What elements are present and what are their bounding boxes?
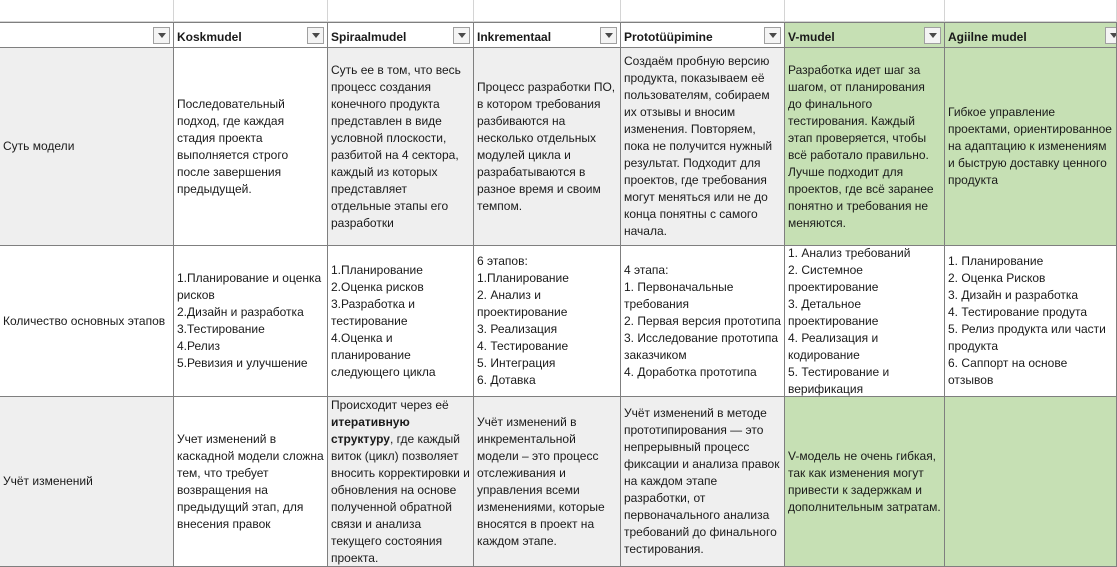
cell-text: 6 этапов: 1.Планирование 2. Анализ и проектирование 3. Реализация 4. Тестирование 5. Интеграция 6. Дотавка: [477, 254, 569, 387]
top-strip-cell[interactable]: [474, 0, 621, 22]
row-label-stages[interactable]: [0, 246, 174, 397]
cell-text: Происходит через её итеративную структуру, где каждый виток (цикл) позволяет вносить корректировки и обновления на основе полученной обратной связи и анализа текущего состояния проекта.: [331, 398, 470, 565]
spreadsheet-grid: [0, 22, 1117, 565]
cell-text: Учёт изменений в методе прототипирования — это непрерывный процесс фиксации и анализа правок на каждом этапе разработки, от первоначального анализа требований до финального тестирования.: [624, 406, 780, 556]
row-label-text: Учёт изменений: [3, 474, 93, 488]
header-label: Koskmudel: [177, 30, 242, 44]
table-cell[interactable]: [785, 48, 945, 246]
table-cell[interactable]: [785, 397, 945, 567]
cell-text: Процесс разработки ПО, в котором требования разбиваются на несколько отдельных модулей цикла и разрабатываются в разное время и своим темпом.: [477, 79, 616, 213]
table-cell[interactable]: [328, 48, 474, 246]
table-cell[interactable]: [945, 48, 1117, 246]
table-cell[interactable]: [328, 246, 474, 397]
cell-text: 1.Планирование 2.Оценка рисков 3.Разработка и тестирование 4.Оценка и планирование следующего цикла: [331, 262, 436, 379]
header-label: Inkrementaal: [477, 30, 552, 44]
row-label-text: Суть модели: [3, 139, 75, 153]
header-label: Prototüüpimine: [624, 30, 713, 44]
table-cell[interactable]: [474, 246, 621, 397]
filter-dropdown-icon[interactable]: [600, 27, 617, 44]
top-strip-cell[interactable]: [328, 0, 474, 22]
table-cell[interactable]: [621, 48, 785, 246]
cell-text: Последовательный подход, где каждая стадия проекта выполняется строго после завершения предыдущей.: [177, 96, 289, 196]
top-row-strip: [0, 0, 1117, 22]
table-cell[interactable]: [328, 397, 474, 567]
bold-text: итеративную структуру: [331, 415, 410, 446]
cell-text: Суть ее в том, что весь процесс создания конечного продукта представлен в виде условной плоскости, разбитой на 4 сектора, каждый из которых представляет отдельные этапы его разработки: [331, 62, 461, 230]
table-cell[interactable]: [785, 246, 945, 397]
top-strip-cell[interactable]: [174, 0, 328, 22]
header-label: Spiraalmudel: [331, 30, 407, 44]
top-strip-cell[interactable]: [0, 0, 174, 22]
cell-text: 1. Планирование 2. Оценка Рисков 3. Дизайн и разработка 4. Тестирование продута 5. Релиз продукта или части продукта 6. Саппорт на основе отзывов: [948, 254, 1106, 387]
filter-dropdown-icon[interactable]: [153, 27, 170, 44]
filter-dropdown-icon[interactable]: [764, 27, 781, 44]
header-cell-v-mudel[interactable]: [785, 22, 945, 48]
header-cell-prototupimine[interactable]: [621, 22, 785, 48]
row-label-changes[interactable]: [0, 397, 174, 567]
header-cell-agiilne-mudel[interactable]: [945, 22, 1117, 48]
header-cell-inkrementaal[interactable]: [474, 22, 621, 48]
cell-text: Разработка идет шаг за шагом, от планирования до финального тестирования. Каждый этап проверяется, чтобы всё работало правильно. Лучше подходит для проектов, где всё заранее понятно и требования не меняются.: [788, 62, 934, 230]
top-strip-cell[interactable]: [945, 0, 1117, 22]
cell-text: Учёт изменений в инкрементальной модели – это процесс отслеживания и управления всеми изменениями, которые вносятся в проект на каждом этапе.: [477, 414, 605, 548]
top-strip-cell[interactable]: [785, 0, 945, 22]
table-cell[interactable]: [174, 397, 328, 567]
cell-text: Создаём пробную версию продукта, показываем её пользователям, собираем их отзывы и вносим изменения. Повторяем, пока не получится нужный результат. Подходит для проектов, где требования могут меняться или не до конца понятны с самого начала.: [624, 54, 773, 238]
cell-text: Учет изменений в каскадной модели сложна тем, что требует возвращения на предыдущий этап, для внесения правок: [177, 431, 324, 531]
header-label: Agiilne mudel: [948, 30, 1027, 44]
header-cell-spiraalmudel[interactable]: [328, 22, 474, 48]
top-strip-cell[interactable]: [621, 0, 785, 22]
table-cell[interactable]: [474, 397, 621, 567]
header-cell-corner[interactable]: [0, 22, 174, 48]
table-cell[interactable]: [474, 48, 621, 246]
filter-dropdown-icon[interactable]: [1105, 27, 1117, 44]
header-cell-koskmudel[interactable]: [174, 22, 328, 48]
table-cell[interactable]: [174, 48, 328, 246]
cell-text: 4 этапа: 1. Первоначальные требования 2. Первая версия прототипа 3. Исследование прототипа заказчиком 4. Доработка прототипа: [624, 262, 781, 379]
filter-dropdown-icon[interactable]: [453, 27, 470, 44]
table-cell[interactable]: [621, 246, 785, 397]
table-cell[interactable]: [621, 397, 785, 567]
row-label-text: Количество основных этапов: [3, 313, 166, 328]
cell-text: 1. Анализ требований 2. Системное проектирование 3. Детальное проектирование 4. Реализация и кодирование 5. Тестирование и верификация: [788, 246, 911, 396]
table-cell[interactable]: [174, 246, 328, 397]
cell-text: Гибкое управление проектами, ориентированное на адаптацию к изменениям и быструю доставку ценного продукта: [948, 105, 1112, 187]
table-cell[interactable]: [945, 397, 1117, 567]
filter-dropdown-icon[interactable]: [307, 27, 324, 44]
table-cell[interactable]: [945, 246, 1117, 397]
row-label-essence[interactable]: [0, 48, 174, 246]
cell-text: V-модель не очень гибкая, так как изменения могут привести к задержкам и дополнительным затратам.: [788, 448, 941, 514]
header-label: V-mudel: [788, 30, 835, 44]
cell-text: 1.Планирование и оценка рисков 2.Дизайн и разработка 3.Тестирование 4.Релиз 5.Ревизия и улучшение: [177, 271, 322, 370]
filter-dropdown-icon[interactable]: [924, 27, 941, 44]
